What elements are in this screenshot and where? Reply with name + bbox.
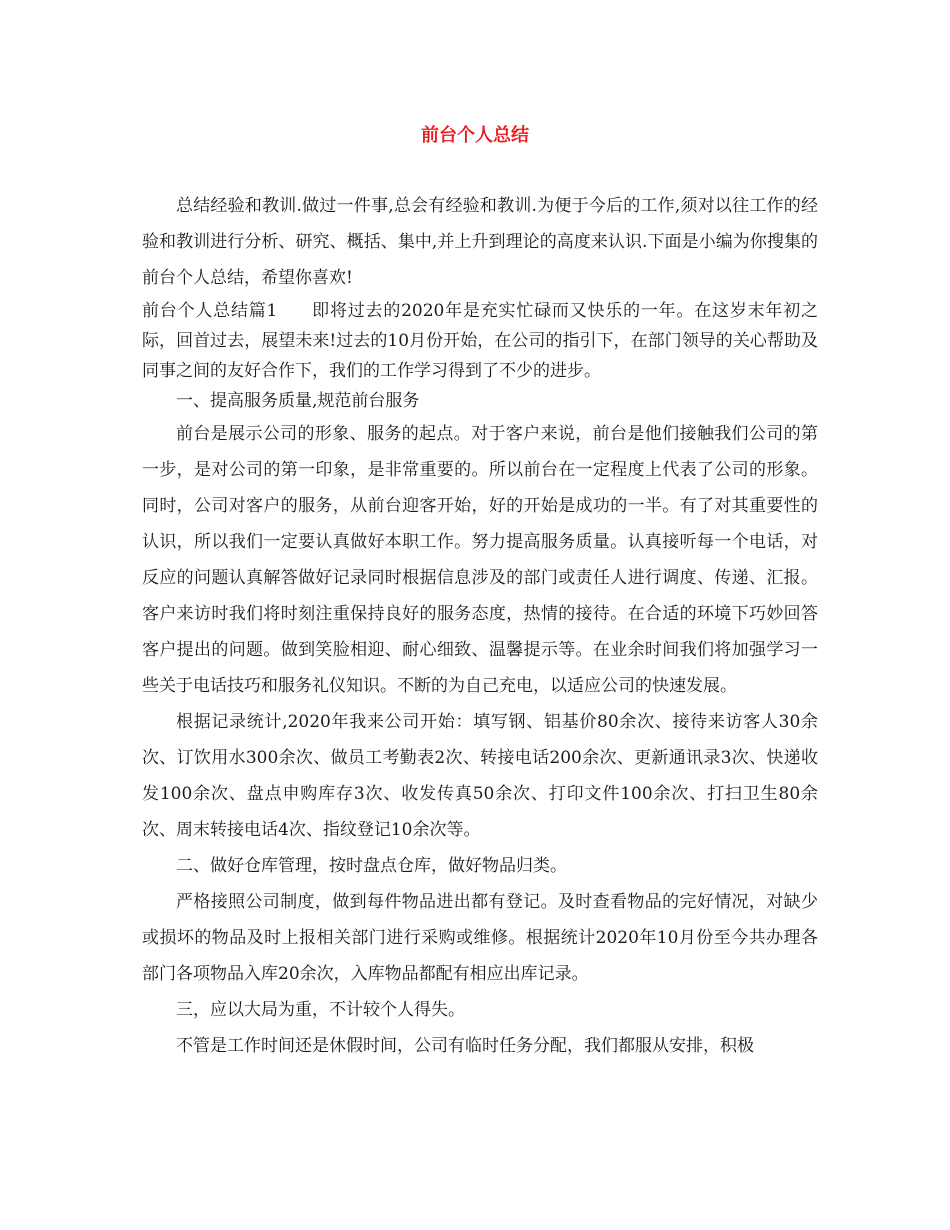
heading-two: 二、做好仓库管理，按时盘点仓库，做好物品归类。 [176,856,567,876]
page-title: 前台个人总结 [421,125,529,146]
paragraph-warehouse: 严格接照公司制度，做到每件物品进出都有登记。及时查看物品的完好情况，对缺少或损坏的物品及时上报相关部门进行采购或维修。根据统计2020年10月份至今共办理各部门各项物品入库20余次，入库物品都配有相应出库记录。 [142,892,818,984]
paragraph-duty: 不管是工作时间还是休假时间，公司有临时任务分配，我们都服从安排，积极 [176,1036,754,1056]
document-body [142,188,818,1064]
paragraph-reception: 前台是展示公司的形象、服务的起点。对于客户来说，前台是他们接触我们公司的第一步，是对公司的第一印象，是非常重要的。所以前台在一定程度上代表了公司的形象。同时，公司对客户的服务，从前台迎客开始，好的开始是成功的一半。有了对其重要性的认识，所以我们一定要认真做好本职工作。努力提高服务质量。认真接听每一个电话，对反应的问题认真解答做好记录同时根据信息涉及的部门或责任人进行调度、传递、汇报。客户来访时我们将时刻注重保持良好的服务态度，热情的接待。在合适的环境下巧妙回答客户提出的问题。做到笑脸相迎、耐心细致、温馨提示等。在业余时间我们将加强学习一些关于电话技巧和服务礼仪知识。不断的为自己充电，以适应公司的快速发展。 [142,424,818,696]
heading-three: 三，应以大局为重，不计较个人得失。 [176,1000,465,1020]
paragraph-statistics: 根据记录统计,2020年我来公司开始：填写钢、铝基价80余次、接待来访客人30余次、订饮用水300余次、做员工考勤表2次、转接电话200余次、更新通讯录3次、快递收发100余次、盘点申购库存3次、收发传真50余次、打印文件100余次、打扫卫生80余次、周末转接电话4次、指纹登记10余次等。 [142,712,818,840]
heading-one: 一、提高服务质量,规范前台服务 [176,391,420,411]
section-paragraph [142,296,818,386]
intro-paragraph: 总结经验和教训.做过一件事,总会有经验和教训.为便于今后的工作,须对以往工作的经验和教训进行分析、研究、概括、集中,并上升到理论的高度来认识.下面是小编为你搜集的前台个人总结，希望你喜欢! [142,196,818,288]
section-intro: 即将过去的2020年是充实忙碌而又快乐的一年。在这岁末年初之际，回首过去，展望未来!过去的10月份开始，在公司的指引下，在部门领导的关心帮助及同事之间的友好合作下，我们的工作学习得到了不少的进步。 [142,301,818,381]
section-label: 前台个人总结篇1 [142,301,278,321]
